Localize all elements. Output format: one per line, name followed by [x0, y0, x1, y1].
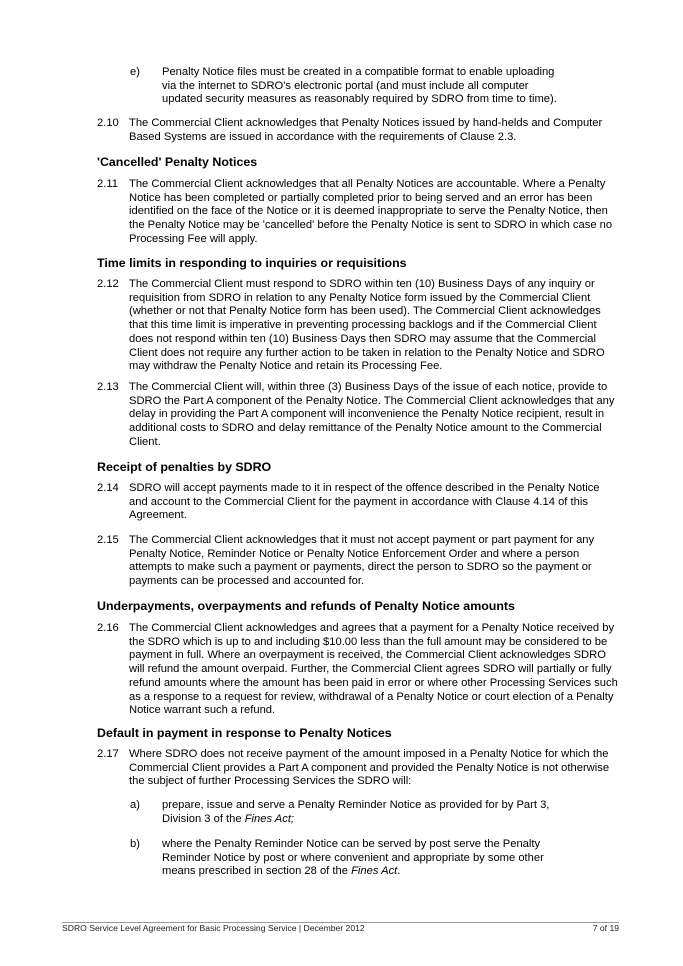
clause-number: 2.14 [97, 482, 119, 494]
clause-2-12 [97, 278, 619, 374]
section-heading-receipt: Receipt of penalties by SDRO [97, 460, 272, 474]
clause-number: b) [130, 838, 140, 850]
page-number: 7 of 19 [592, 923, 619, 933]
clause-2-17-a [130, 799, 570, 826]
clause-number: 2.12 [97, 278, 119, 290]
section-heading-time-limits: Time limits in responding to inquiries or requisitions [97, 256, 407, 270]
clause-2-17 [97, 748, 619, 789]
section-heading-default: Default in payment in response to Penalty Notices [97, 726, 392, 740]
clause-text: The Commercial Client will, within three (3) Business Days of the issue of each notice, provide to SDRO the Part A component of the Penalty Notice. The Commercial Client acknowledges that any delay in providing the Part A component will inconvenience the Penalty Notice recipient, result in additional costs to SDRO and delay remittance of the Penalty Notice amount to the Commercial Client. [129, 381, 615, 448]
clause-text: where the Penalty Reminder Notice can be served by post serve the Penalty Reminder Notice by post or where convenient and appropriate by some other means prescribed in section 28 of the Fines Act. [162, 838, 544, 878]
clause-2-10 [97, 117, 619, 144]
clause-text: Penalty Notice files must be created in a compatible format to enable uploading via the internet to SDRO's electronic portal (and must include all computer updated security measures as reasonably required by SDRO from time to time). [162, 66, 557, 106]
clause-2-13 [97, 381, 619, 450]
act-title: Fines Act; [244, 812, 295, 825]
clause-number: 2.17 [97, 748, 119, 760]
clause-2-11 [97, 178, 619, 247]
clause-2-17-b [130, 838, 570, 879]
clause-number: a) [130, 799, 140, 811]
clause-text: Where SDRO does not receive payment of the amount imposed in a Penalty Notice for which the Commercial Client provides a Part A component and provided the Penalty Notice is not otherwise the subject of further Processing Services the SDRO will: [129, 748, 610, 788]
page-footer [62, 922, 619, 933]
clause-text: The Commercial Client acknowledges that all Penalty Notices are accountable. Where a Penalty Notice has been completed or partially completed prior to being served and an error has been identified on the face of the Notice or it is deemed inappropriate to serve the Penalty Notice, then the Penalty Notice may be 'cancelled' before the Penalty Notice is sent to SDRO in which case no Processing Fee will apply. [129, 178, 613, 245]
clause-number: 2.16 [97, 622, 119, 634]
clause-text: The Commercial Client acknowledges that Penalty Notices issued by hand-helds and Computer Based Systems are issued in accordance with the requirements of Clause 2.3. [129, 117, 603, 143]
section-heading-underpayments: Underpayments, overpayments and refunds of Penalty Notice amounts [97, 599, 515, 613]
clause-number: 2.13 [97, 381, 119, 393]
clause-number: 2.15 [97, 534, 119, 546]
clause-text: The Commercial Client must respond to SDRO within ten (10) Business Days of any inquiry or requisition from SDRO in relation to any Penalty Notice form issued by the Commercial Client (whether or not that Penalty Notice form has been used). The Commercial Client acknowledges that this time limit is imperative in preventing processing backlogs and if the Commercial Client does not respond within ten (10) Business Days then SDRO may assume that the Commercial Client does not require any further action to be taken in relation to the Penalty Notice and SDRO may withdraw the Penalty Notice and retain its Processing Fee. [129, 278, 605, 373]
clause-2-15 [97, 534, 619, 589]
section-heading-cancelled: 'Cancelled' Penalty Notices [97, 155, 258, 169]
clause-2-9-e [130, 66, 570, 107]
footer-title: SDRO Service Level Agreement for Basic Processing Service | December 2012 [62, 923, 365, 933]
clause-2-16 [97, 622, 619, 718]
clause-text: The Commercial Client acknowledges that it must not accept payment or part payment for any Penalty Notice, Reminder Notice or Penalty Notice Enforcement Order and where a person attempts to make such a payment or payments, direct the person to SDRO so the payment or payments can be processed and accounted for. [129, 534, 595, 588]
clause-text: The Commercial Client acknowledges and agrees that a payment for a Penalty Notice received by the SDRO which is up to and including $10.00 less than the full amount may be considered to be payment in full. Where an overpayment is received, the Commercial Client acknowledges SDRO will refund the amount overpaid. Further, the Commercial Client agrees SDRO will partially or fully refund amounts where the amount has been paid in error or where other Processing Services such as a response to a request for review, withdrawal of a Penalty Notice or court election of a Penalty Notice warrant such a refund. [129, 622, 618, 717]
clause-number: e) [130, 66, 140, 78]
clause-number: 2.10 [97, 117, 119, 129]
clause-text: prepare, issue and serve a Penalty Reminder Notice as provided for by Part 3, Division 3 of the Fines Act; [162, 799, 550, 825]
clause-number: 2.11 [97, 178, 118, 190]
clause-text: SDRO will accept payments made to it in respect of the offence described in the Penalty Notice and account to the Commercial Client for the payment in accordance with Clause 4.14 of this Agreement. [129, 482, 600, 522]
clause-2-14 [97, 482, 619, 523]
act-title: Fines Act [351, 865, 398, 878]
